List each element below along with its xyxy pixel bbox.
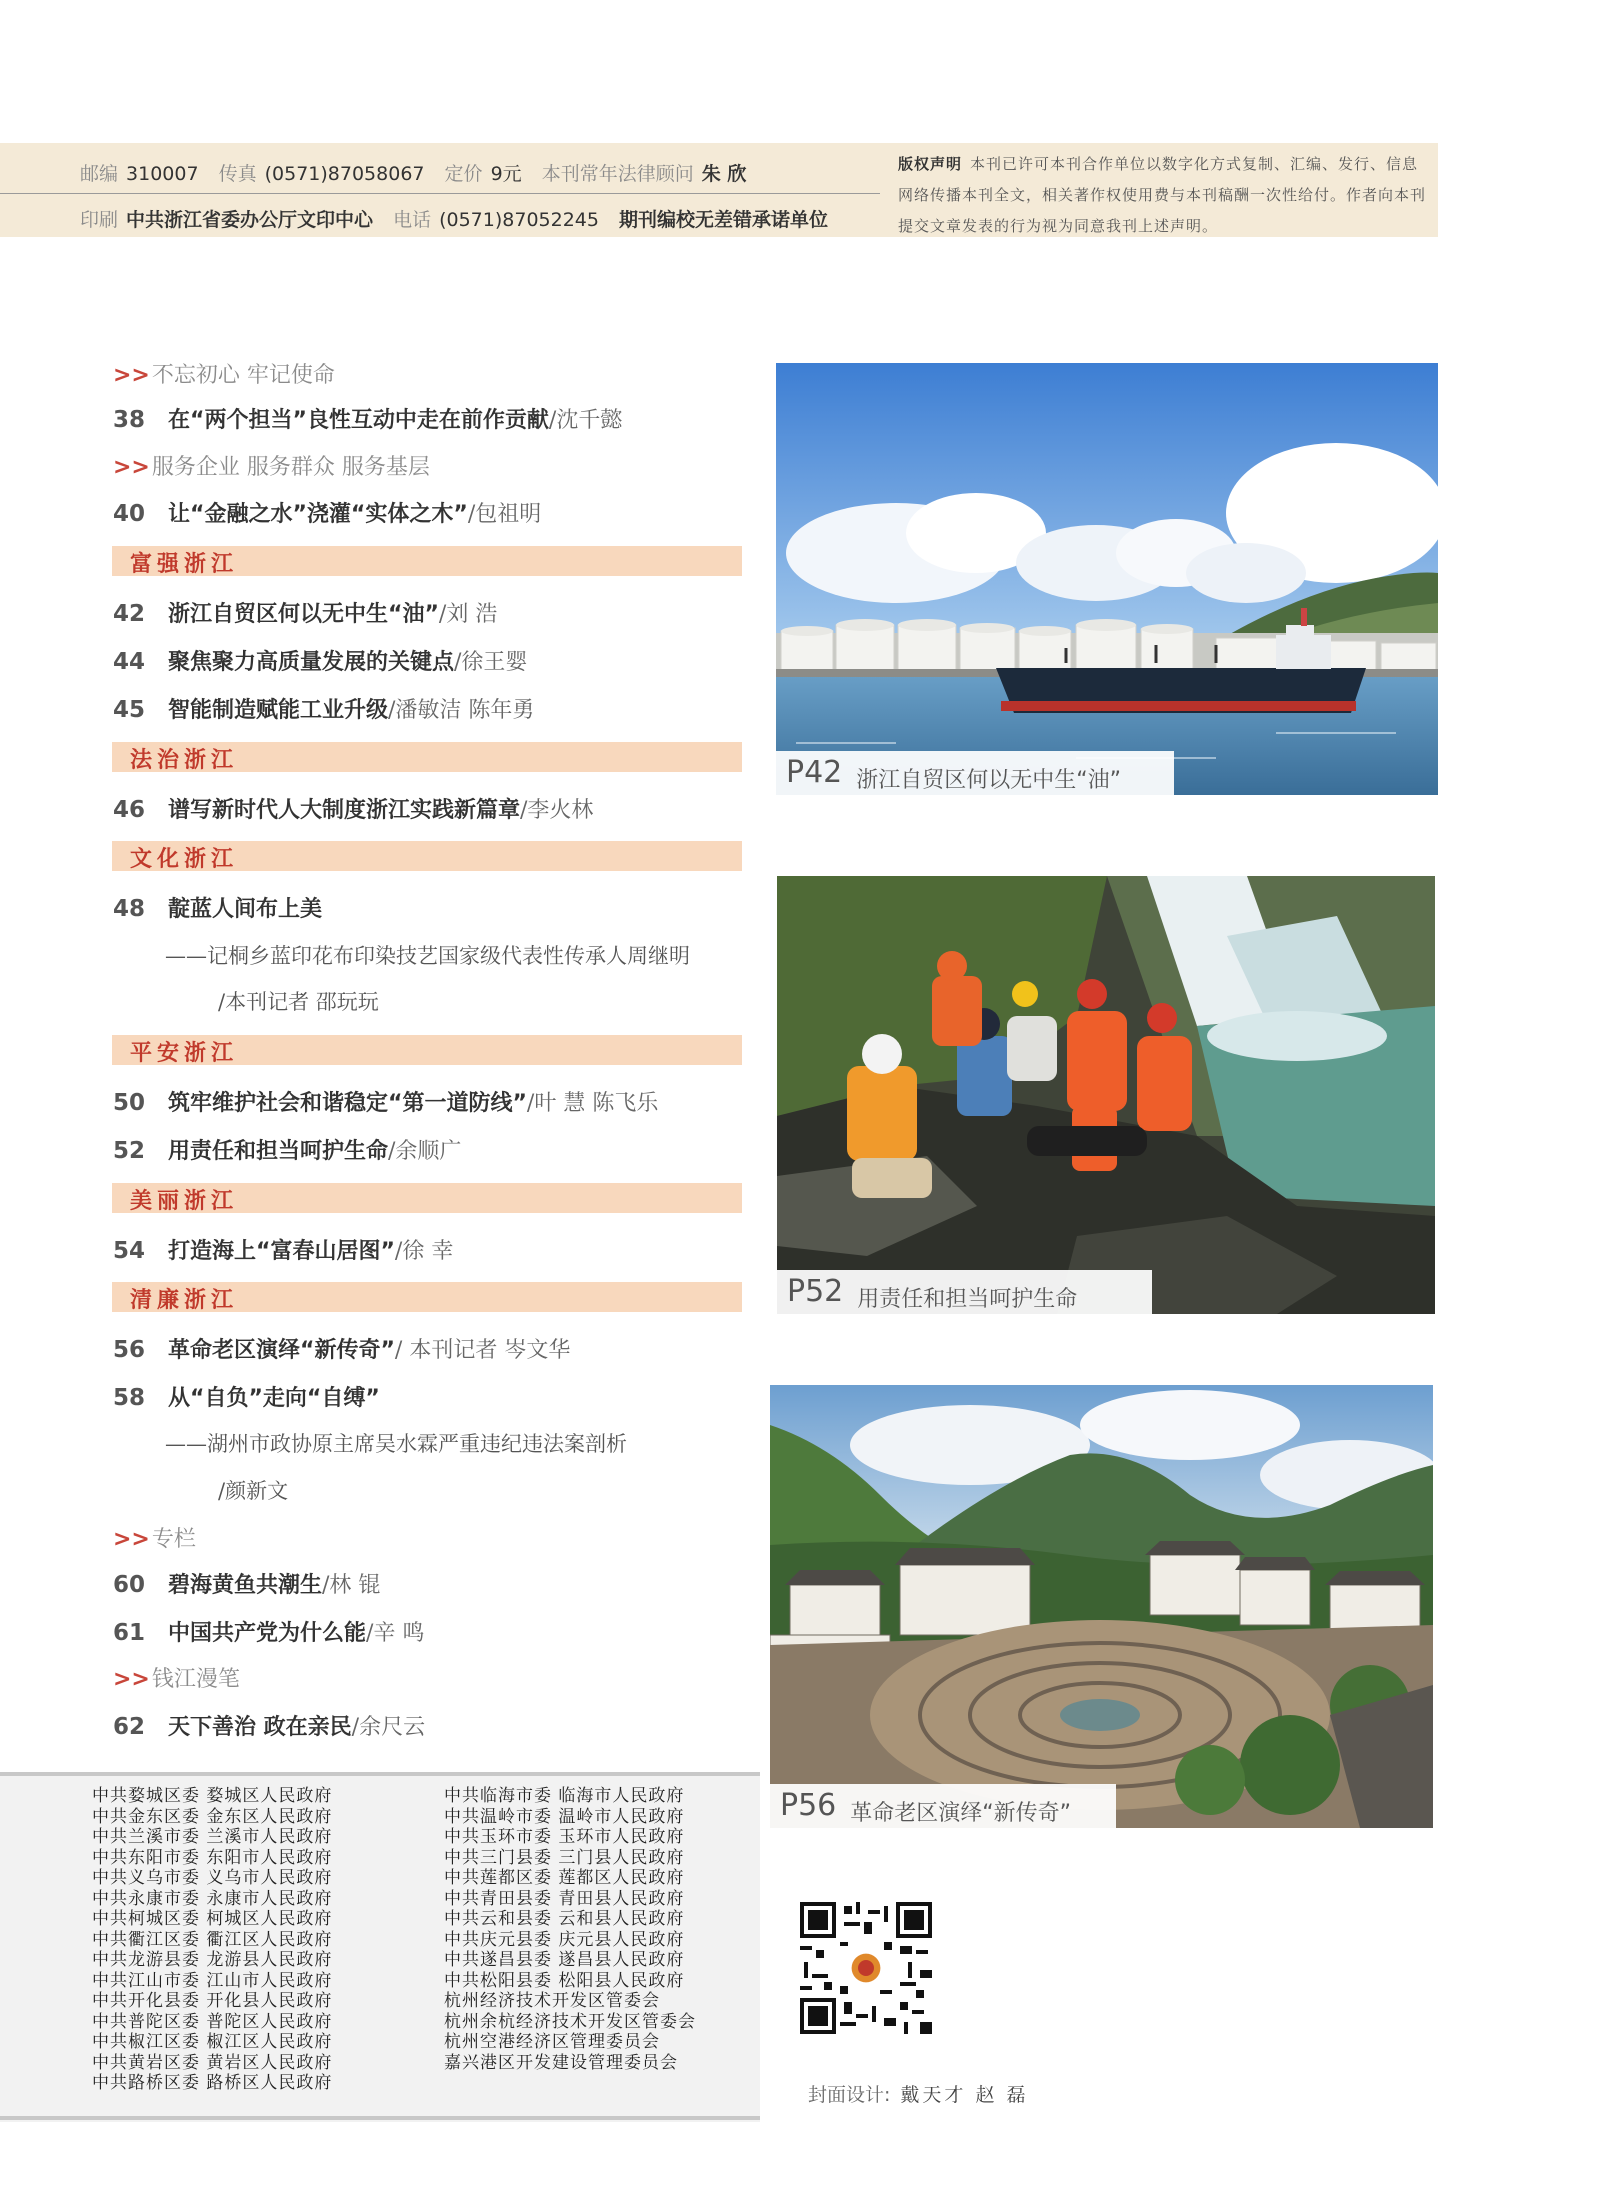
section-header: >>钱江漫笔 xyxy=(113,1667,240,1692)
toc-item-62[interactable] xyxy=(113,1710,425,1741)
article-author: /本刊记者 邵玩玩 xyxy=(218,990,379,1014)
article-title: 中国共产党为什么能 xyxy=(168,1621,367,1646)
page-number: 61 xyxy=(113,1620,146,1646)
sponsor-entry: 中共温岭市委 温岭市人民政府 xyxy=(444,1806,685,1827)
column-label: 富强浙江 xyxy=(130,552,239,577)
column-label: 法治浙江 xyxy=(130,748,239,773)
photo-caption-text: 革命老区演绎“新传奇” xyxy=(850,1801,1072,1826)
info-row-2 xyxy=(80,205,842,232)
postcode-label: 邮编 xyxy=(80,163,119,185)
toc-item-45[interactable] xyxy=(113,693,534,724)
column-band-qinglian xyxy=(112,1282,742,1312)
price: 9元 xyxy=(490,163,522,185)
article-author: /余尺云 xyxy=(351,1715,426,1740)
article-subtitle: ——湖州市政协原主席吴水霖严重违纪违法案剖析 xyxy=(165,1432,627,1456)
photo-page-number: P42 xyxy=(786,755,843,790)
sponsor-entry: 中共婺城区委 婺城区人民政府 xyxy=(92,1786,333,1806)
sponsor-entry: 中共庆元县委 庆元县人民政府 xyxy=(444,1929,685,1950)
page-number: 52 xyxy=(113,1138,146,1164)
toc-item-38[interactable] xyxy=(113,403,622,434)
sponsor-entry: 中共云和县委 云和县人民政府 xyxy=(444,1909,685,1929)
article-title: 筑牢维护社会和谐稳定“第一道防线” xyxy=(168,1091,527,1116)
column-label: 平安浙江 xyxy=(130,1041,239,1066)
article-author: /叶 慧 陈飞乐 xyxy=(526,1091,659,1116)
toc-item-54[interactable] xyxy=(113,1234,453,1265)
sponsor-entry: 中共金东区委 金东区人民政府 xyxy=(92,1806,333,1827)
toc-item-56[interactable] xyxy=(113,1333,570,1364)
rescue-waterfall-image xyxy=(777,876,1435,1314)
page-number: 48 xyxy=(113,896,146,922)
section-label: 服务企业 服务群众 服务基层 xyxy=(151,455,430,480)
cover-design-credit xyxy=(808,2080,1029,2107)
cover-design-names: 戴天才 赵 磊 xyxy=(900,2084,1029,2106)
sponsor-divider-bottom xyxy=(0,2116,760,2120)
toc-item-42[interactable] xyxy=(113,597,497,628)
page-number: 62 xyxy=(113,1714,146,1740)
article-title: 聚焦聚力高质量发展的关键点 xyxy=(168,650,455,675)
article-title: 谱写新时代人大制度浙江实践新篇章 xyxy=(168,798,521,823)
toc-item-52[interactable] xyxy=(113,1134,461,1165)
article-author: /徐王婴 xyxy=(454,650,528,675)
article-author: /沈千懿 xyxy=(548,408,623,433)
article-author: /潘敏洁 陈年勇 xyxy=(388,698,535,723)
sponsor-entry: 中共椒江区委 椒江区人民政府 xyxy=(92,2032,333,2052)
sponsor-entry: 中共莲都区委 莲都区人民政府 xyxy=(444,1868,685,1888)
article-title: 从“自负”走向“自缚” xyxy=(168,1386,380,1411)
article-author: /辛 鸣 xyxy=(366,1621,425,1646)
sponsor-entry: 中共永康市委 永康市人民政府 xyxy=(92,1888,333,1909)
photo-caption-p42 xyxy=(776,751,1174,795)
column-band-fazhi xyxy=(112,742,742,772)
sponsor-list-left xyxy=(92,1786,332,2094)
toc-item-40[interactable] xyxy=(113,497,541,528)
sponsor-entry: 中共青田县委 青田县人民政府 xyxy=(444,1888,685,1909)
article-author: /包祖明 xyxy=(467,502,542,527)
photo-caption-p52 xyxy=(777,1270,1152,1314)
sponsor-entry: 中共衢江区委 衢江区人民政府 xyxy=(92,1929,333,1950)
page-number: 50 xyxy=(113,1090,146,1116)
page-number: 56 xyxy=(113,1337,146,1363)
article-title: 靛蓝人间布上美 xyxy=(168,897,323,922)
article-title: 智能制造赋能工业升级 xyxy=(168,698,389,723)
sponsor-entry: 中共黄岩区委 黄岩区人民政府 xyxy=(92,2052,333,2073)
page-number: 54 xyxy=(113,1238,146,1264)
page-number: 42 xyxy=(113,601,146,627)
sponsor-entry: 中共玉环市委 玉环市人民政府 xyxy=(444,1827,685,1847)
counsel-label: 本刊常年法律顾问 xyxy=(541,163,694,185)
page-number: 40 xyxy=(113,501,146,527)
toc-item-60[interactable] xyxy=(113,1568,380,1599)
sponsor-entry: 中共普陀区委 普陀区人民政府 xyxy=(92,2011,333,2032)
fax: (0571)87058067 xyxy=(264,163,425,185)
qr-code[interactable] xyxy=(800,1902,932,2034)
section-header: >>不忘初心 牢记使命 xyxy=(113,363,335,388)
toc-item-46[interactable] xyxy=(113,793,593,824)
column-band-pingan xyxy=(112,1035,742,1065)
toc-item-58[interactable] xyxy=(113,1381,380,1412)
photo-p52[interactable] xyxy=(777,876,1435,1314)
copyright-notice xyxy=(898,149,1428,242)
sponsor-divider-top xyxy=(0,1772,760,1776)
port-oil-tanks-image xyxy=(776,363,1438,795)
photo-caption-p56 xyxy=(770,1784,1116,1828)
article-title: 碧海黄鱼共潮生 xyxy=(168,1573,323,1598)
sponsor-entry: 中共东阳市委 东阳市人民政府 xyxy=(92,1847,333,1868)
sponsor-entry: 中共开化县委 开化县人民政府 xyxy=(92,1991,333,2011)
sponsor-entry: 中共松阳县委 松阳县人民政府 xyxy=(444,1970,685,1991)
toc-item-61[interactable] xyxy=(113,1616,424,1647)
sponsor-entry: 中共柯城区委 柯城区人民政府 xyxy=(92,1909,333,1929)
photo-caption-text: 用责任和担当呵护生命 xyxy=(857,1287,1078,1312)
sponsor-entry: 中共遂昌县委 遂昌县人民政府 xyxy=(444,1950,685,1970)
copyright-title: 版权声明 xyxy=(898,155,963,173)
column-label: 清廉浙江 xyxy=(130,1288,239,1313)
sponsor-entry: 杭州余杭经济技术开发区管委会 xyxy=(444,2011,696,2032)
sponsor-entry: 杭州空港经济区管理委员会 xyxy=(444,2032,660,2052)
sponsor-entry: 杭州经济技术开发区管委会 xyxy=(444,1991,660,2011)
village-square-image xyxy=(770,1385,1433,1828)
info-row-1 xyxy=(80,159,760,186)
page-number: 60 xyxy=(113,1572,146,1598)
column-band-wenhua xyxy=(112,841,742,871)
article-title: 让“金融之水”浇灌“实体之木” xyxy=(168,502,468,527)
qr-code-icon xyxy=(800,1902,932,2034)
toc-item-44[interactable] xyxy=(113,645,527,676)
info-bar xyxy=(0,143,1438,237)
page-number: 46 xyxy=(113,797,146,823)
fax-label: 传真 xyxy=(218,163,257,185)
article-author: / 本刊记者 岑文华 xyxy=(394,1338,571,1363)
counsel: 朱 欣 xyxy=(701,163,747,185)
sponsor-list-right xyxy=(444,1786,696,2073)
column-band-fuqiang xyxy=(112,546,742,576)
photo-p56[interactable] xyxy=(770,1385,1433,1828)
sponsor-entry: 中共路桥区委 路桥区人民政府 xyxy=(92,2073,333,2093)
price-label: 定价 xyxy=(444,163,483,185)
column-band-meili xyxy=(112,1183,742,1213)
section-label: 专栏 xyxy=(151,1527,196,1552)
proof-statement: 期刊编校无差错承诺单位 xyxy=(619,209,829,231)
cover-design-label: 封面设计: xyxy=(808,2084,891,2106)
toc-item-50[interactable] xyxy=(113,1086,658,1117)
section-header: >>专栏 xyxy=(113,1527,196,1552)
page-number: 45 xyxy=(113,697,146,723)
article-author: /余顺广 xyxy=(388,1139,462,1164)
copyright-text: 本刊已许可本刊合作单位以数字化方式复制、汇编、发行、信息网络传播本刊全文，相关著作权使用费与本刊稿酬一次性给付。作者向本刊提交文章发表的行为视为同意我刊上述声明。 xyxy=(898,155,1427,235)
info-divider xyxy=(0,193,880,194)
sponsor-entry: 中共龙游县委 龙游县人民政府 xyxy=(92,1950,333,1970)
article-author: /李火林 xyxy=(520,798,594,823)
column-label: 美丽浙江 xyxy=(130,1189,239,1214)
section-label: 不忘初心 牢记使命 xyxy=(151,363,335,388)
sponsor-entry: 中共义乌市委 义乌市人民政府 xyxy=(92,1868,333,1888)
column-label: 文化浙江 xyxy=(130,847,239,872)
article-title: 用责任和担当呵护生命 xyxy=(168,1139,389,1164)
sponsor-entry: 中共江山市委 江山市人民政府 xyxy=(92,1970,333,1991)
sponsor-entry: 中共临海市委 临海市人民政府 xyxy=(444,1786,685,1806)
toc-item-48[interactable] xyxy=(113,892,322,923)
article-title: 革命老区演绎“新传奇” xyxy=(168,1338,395,1363)
phone: (0571)87052245 xyxy=(439,209,599,231)
article-author: /林 锟 xyxy=(322,1573,381,1598)
article-author: /颜新文 xyxy=(218,1479,289,1503)
photo-caption-text: 浙江自贸区何以无中生“油” xyxy=(856,768,1122,793)
article-title: 打造海上“富春山居图” xyxy=(168,1239,395,1264)
article-title: 浙江自贸区何以无中生“油” xyxy=(168,602,439,627)
photo-p42[interactable] xyxy=(776,363,1438,795)
page-number: 58 xyxy=(113,1385,146,1411)
sponsor-entry: 嘉兴港区开发建设管理委员会 xyxy=(444,2052,678,2073)
phone-label: 电话 xyxy=(393,209,432,231)
postcode: 310007 xyxy=(126,163,199,185)
article-title: 天下善治 政在亲民 xyxy=(168,1715,352,1740)
article-subtitle: ——记桐乡蓝印花布印染技艺国家级代表性传承人周继明 xyxy=(165,944,690,968)
article-author: /刘 浩 xyxy=(438,602,498,627)
page-number: 38 xyxy=(113,407,146,433)
photo-page-number: P56 xyxy=(780,1788,837,1823)
printer-label: 印刷 xyxy=(80,209,119,231)
section-header: >>服务企业 服务群众 服务基层 xyxy=(113,455,430,480)
printer: 中共浙江省委办公厅文印中心 xyxy=(126,209,374,231)
article-title: 在“两个担当”良性互动中走在前作贡献 xyxy=(168,408,549,433)
page-number: 44 xyxy=(113,649,146,675)
article-author: /徐 幸 xyxy=(394,1239,454,1264)
sponsor-entry: 中共兰溪市委 兰溪市人民政府 xyxy=(92,1827,333,1847)
section-label: 钱江漫笔 xyxy=(151,1667,240,1692)
photo-page-number: P52 xyxy=(787,1274,844,1309)
sponsor-entry: 中共三门县委 三门县人民政府 xyxy=(444,1847,685,1868)
